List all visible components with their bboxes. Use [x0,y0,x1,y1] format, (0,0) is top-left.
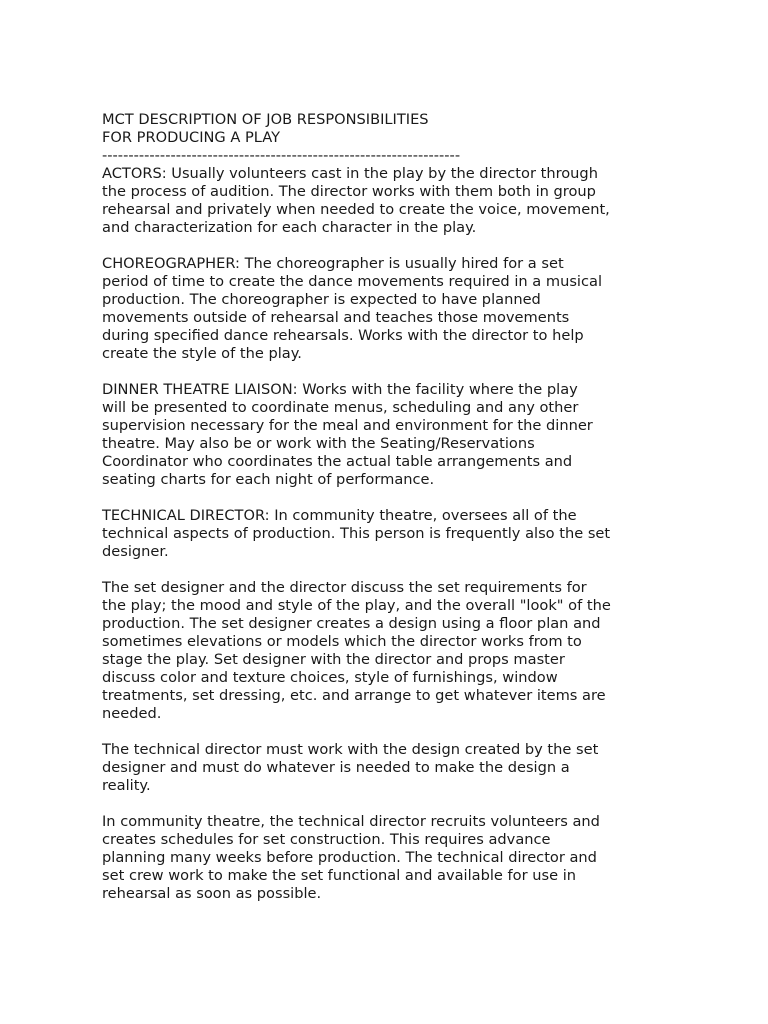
paragraph-set-designer: The set designer and the director discuss the set requirements for the play; the mood and style of the play, and the overall "look" of the production. The set designer creates a design using a floor plan and sometimes elevations or models which the director works from to stage the play. Set designer with the director and props master discuss color and texture choices, style of furnishings, window treatments, set dressing, etc. and arrange to get whatever items are needed. [102,579,611,722]
paragraph-dinner-theatre-liaison: DINNER THEATRE LIAISON: Works with the facility where the play will be presented to coordinate menus, scheduling and any other supervision necessary for the meal and environment for the dinner theatre. May also be or work with the Seating/Reservations Coordinator who coordinates the actual table arrangements and seating charts for each night of performance. [102,381,593,488]
paragraph-choreographer: CHOREOGRAPHER: The choreographer is usually hired for a set period of time to create the dance movements required in a musical production. The choreographer is expected to have planned movements outside of rehearsal and teaches those movements during specified dance rehearsals. Works with the director to help create the style of the play. [102,255,603,362]
paragraph-technical-director: TECHNICAL DIRECTOR: In community theatre, oversees all of the technical aspects of production. This person is frequently also the set designer. [102,507,611,560]
title-line-2: FOR PRODUCING A PLAY [102,129,281,146]
document-page [102,111,662,921]
document-title [102,111,662,147]
paragraph-community-theatre: In community theatre, the technical director recruits volunteers and creates schedules for set construction. This requires advance planning many weeks before production. The technical director and set crew work to make the set functional and available for use in rehearsal as soon as possible. [102,813,600,902]
title-line-1: MCT DESCRIPTION OF JOB RESPONSIBILITIES [102,111,429,128]
paragraph-actors: ACTORS: Usually volunteers cast in the play by the director through the process of audition. The director works with them both in group rehearsal and privately when needed to create the voice, movement, and characterization for each character in the play. [102,165,610,236]
paragraph-technical-director-design: The technical director must work with the design created by the set designer and must do whatever is needed to make the design a reality. [102,741,599,794]
title-divider: -------------------------------------------------------------------- [102,147,461,164]
